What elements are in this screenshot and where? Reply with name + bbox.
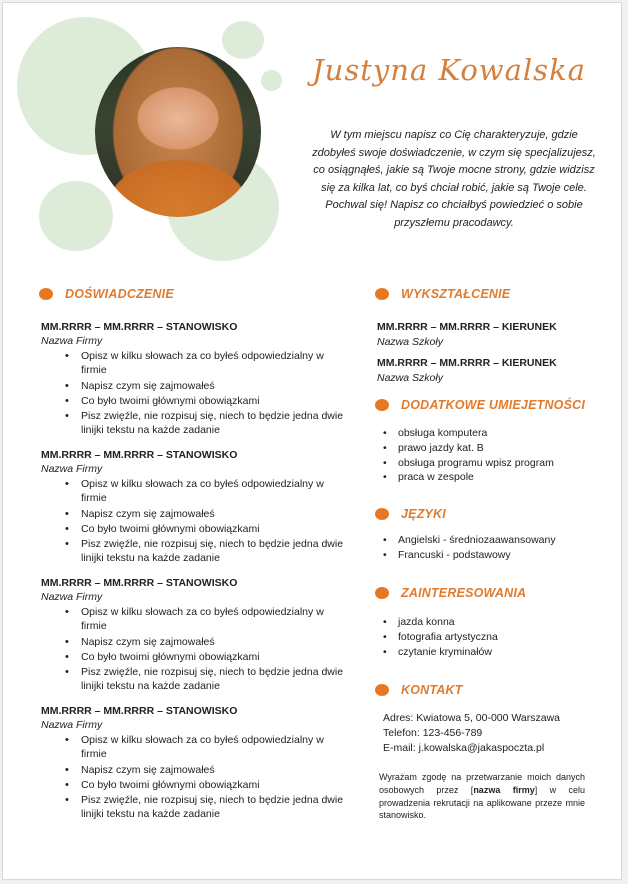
bubble-bottom-left [39,181,113,251]
section-interests-heading: ZAINTERESOWANIA [375,586,526,600]
bullet-dot-icon [375,508,389,520]
interests-list: • jazda konna • fotografia artystyczna • czytanie kryminałów [383,615,623,659]
gdpr-consent: Wyrażam zgodę na przetwarzanie moich danych osobowych przez [nazwa firmy] w celu prowadzenia rekrutacji na aplikowane przeze mnie stanowisko. [379,772,585,821]
bullet-dot-icon [375,684,389,696]
languages-list: • Angielski - średniozaawansowany • Francuski - podstawowy [383,533,623,563]
section-experience-heading: DOŚWIADCZENIE [39,287,174,301]
skills-list: • obsługa komputera • prawo jazdy kat. B • obsługa programu wpisz program • praca w zespole [383,426,623,485]
bubble-small-top [222,21,264,59]
intro-text: W tym miejscu napisz co Cię charakteryzuje, gdzie zdobyłeś swoje doświadczenie, w czym się specjalizujesz, co osiągnąłeś, jakie są Twoje mocne strony, gdzie widzisz się za kilka lat, co byś chciał robić, jakie są Twoje cele. Pochwal się! Napisz co chciałbyś powiedzieć o sobie przyszłemu pracodawcy. [312,129,596,229]
resume-page [2,2,622,880]
section-languages-heading: JĘZYKI [375,507,446,521]
candidate-name: Justyna Kowalska [312,53,586,87]
bullet-dot-icon [375,587,389,599]
education-entry: MM.RRRR – MM.RRRR – KIERUNEK Nazwa Szkoły [377,321,557,348]
bubble-tiny [261,70,282,91]
contact-details [383,711,560,756]
job-entry: MM.RRRR – MM.RRRR – STANOWISKO Nazwa Firmy • Opisz w kilku słowach za co byłeś odpowiedzialny w firmie • Napisz czym się zajmowałeś • Co było twoimi głównymi obowiązkami • Pisz zwięźle, nie rozpisuj się, niech to będzie jedna dwie linijki tekstu na każde zadanie [41,320,351,439]
bullet-dot-icon [39,288,53,300]
contact-email[interactable]: E-mail: j.kowalska@jakaspoczta.pl [383,742,545,754]
contact-address: Adres: Kwiatowa 5, 00-000 Warszawa [383,712,561,724]
profile-photo [95,47,261,217]
job-entry: MM.RRRR – MM.RRRR – STANOWISKO Nazwa Firmy • Opisz w kilku słowach za co byłeś odpowiedzialny w firmie • Napisz czym się zajmowałeś • Co było twoimi głównymi obowiązkami • Pisz zwięźle, nie rozpisuj się, niech to będzie jedna dwie linijki tekstu na każde zadanie [41,704,351,823]
contact-phone: Telefon: 123-456-789 [383,727,483,739]
section-education-heading: WYKSZTAŁCENIE [375,287,510,301]
bullet-dot-icon [375,288,389,300]
job-entry: MM.RRRR – MM.RRRR – STANOWISKO Nazwa Firmy • Opisz w kilku słowach za co byłeś odpowiedzialny w firmie • Napisz czym się zajmowałeś • Co było twoimi głównymi obowiązkami • Pisz zwięźle, nie rozpisuj się, niech to będzie jedna dwie linijki tekstu na każde zadanie [41,448,351,567]
job-entry: MM.RRRR – MM.RRRR – STANOWISKO Nazwa Firmy • Opisz w kilku słowach za co byłeś odpowiedzialny w firmie • Napisz czym się zajmowałeś • Co było twoimi głównymi obowiązkami • Pisz zwięźle, nie rozpisuj się, niech to będzie jedna dwie linijki tekstu na każde zadanie [41,576,351,695]
section-contact-heading: KONTAKT [375,683,463,697]
bullet-dot-icon [375,399,389,411]
section-skills-heading: DODATKOWE UMIEJETNOŚCI [375,398,585,412]
education-entry: MM.RRRR – MM.RRRR – KIERUNEK Nazwa Szkoły [377,357,557,384]
